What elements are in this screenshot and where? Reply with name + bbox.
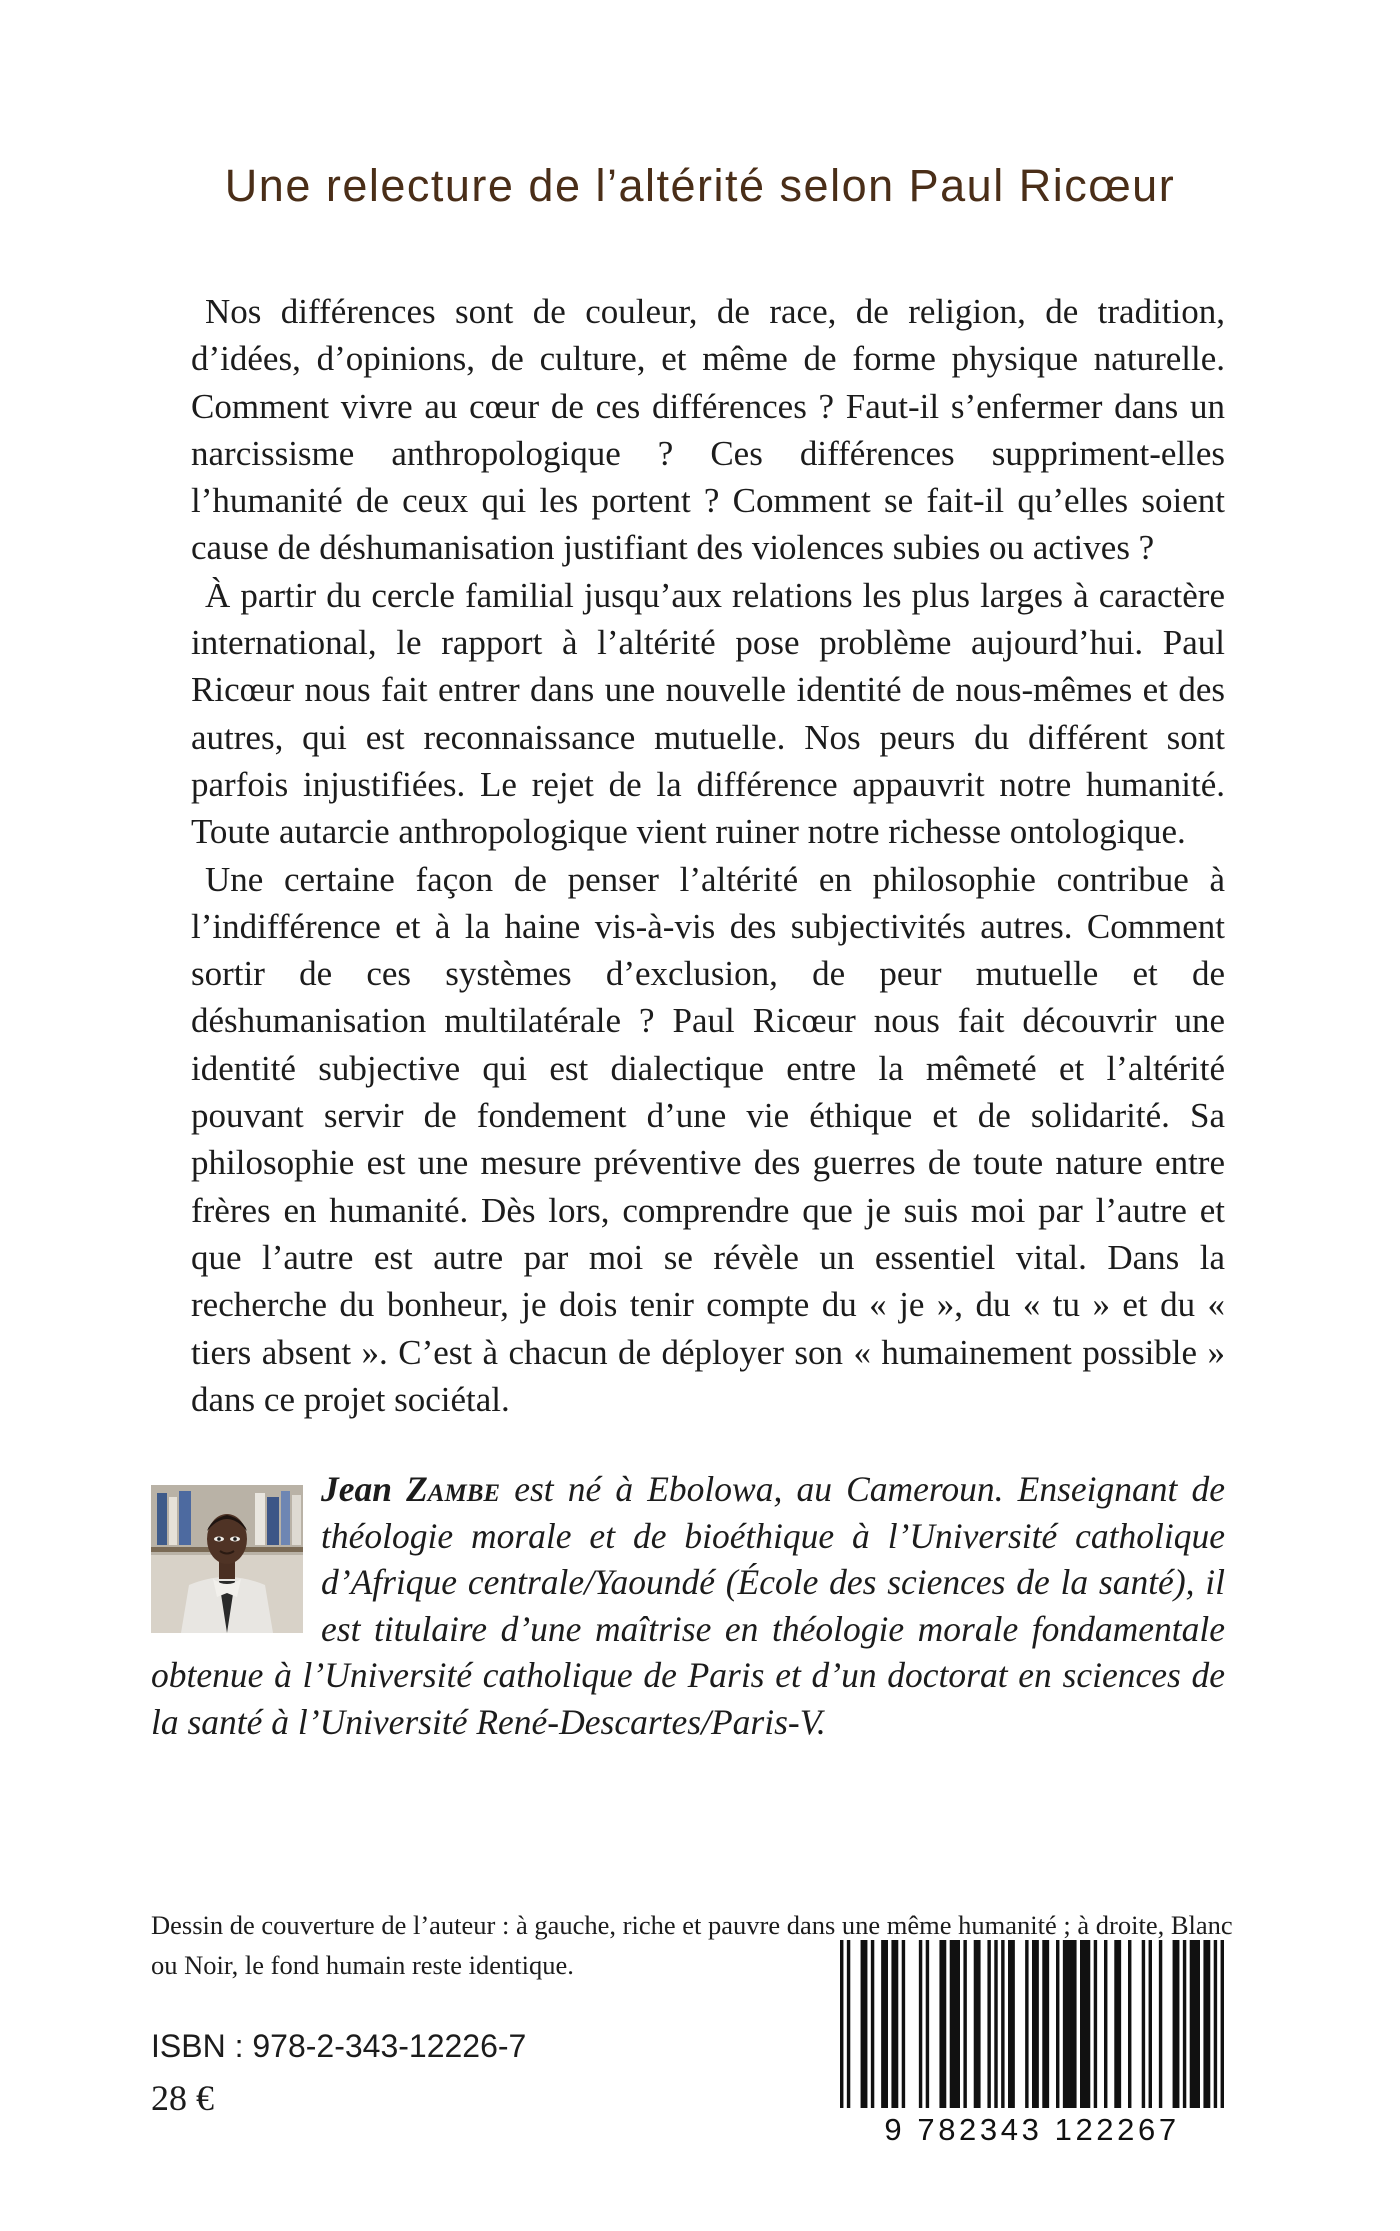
barcode-bar <box>861 1940 868 2108</box>
barcode-bar <box>1032 1940 1039 2108</box>
barcode-bar <box>902 1940 905 2108</box>
barcode-bar <box>1159 1940 1162 2108</box>
barcode-bar <box>1173 1940 1180 2108</box>
barcode-bar <box>891 1940 898 2108</box>
author-bio <box>151 1466 1225 1745</box>
price: 28 € <box>151 2078 214 2118</box>
barcode-bar <box>1149 1940 1152 2108</box>
barcode-bar <box>1203 1940 1210 2108</box>
author-bio-text: est né à Ebolowa, au Cameroun. Enseignant de théologie morale et de bioéthique à l’Université catholique d’Afrique centrale/Yaoundé (École des sciences de la santé), il est titulaire d’une maîtrise en théologie morale fondamentale obtenue à l’Université catholique de Paris et d’un doctorat en sciences de la santé à l’Université René-Descartes/Paris-V. <box>151 1469 1225 1742</box>
barcode-bar <box>1128 1940 1131 2108</box>
barcode-bar <box>1221 1940 1224 2108</box>
barcode-bar <box>1056 1940 1059 2108</box>
author-photo <box>151 1485 303 1633</box>
blurb-text <box>191 288 1225 1423</box>
blurb-paragraph-1: Nos différences sont de couleur, de race, de religion, de tradition, d’idées, d’opinions, de culture, et même de forme physique naturelle. Comment vivre au cœur de ces différences ? Faut-il s’enfermer dans un narcissisme anthropologique ? Ces différences suppriment-elles l’humanité de ceux qui les portent ? Comment se fait-il qu’elles soient cause de déshumanisation justifiant des violences subies ou actives ? <box>191 292 1225 568</box>
barcode-bar <box>847 1940 850 2108</box>
barcode-bar <box>963 1940 966 2108</box>
barcode-bar <box>926 1940 929 2108</box>
barcode-bar <box>987 1940 990 2108</box>
barcode-bar <box>1114 1940 1121 2108</box>
cover-caption: Dessin de couverture de l’auteur : à gauche, riche et pauvre dans une même humanité ; à droite, Blanc ou Noir, le fond humain reste identique. <box>151 1910 1233 1980</box>
barcode-bar <box>1042 1940 1049 2108</box>
barcode-bar <box>974 1940 981 2108</box>
author-first-name: Jean <box>321 1469 392 1509</box>
barcode-bar <box>1094 1940 1097 2108</box>
author-portrait-image <box>151 1485 303 1633</box>
barcode-bar <box>1080 1940 1090 2108</box>
barcode-bar <box>1008 1940 1015 2108</box>
barcode-icon <box>840 1940 1224 2120</box>
barcode-digits: 9 782343 122267 <box>884 2112 1180 2147</box>
barcode-bar <box>939 1940 946 2108</box>
barcode-bar <box>871 1940 874 2108</box>
barcode-bar <box>1104 1940 1107 2108</box>
barcode-bar <box>840 1940 843 2108</box>
barcode-bar <box>1063 1940 1077 2108</box>
barcode-bar <box>1025 1940 1028 2108</box>
book-title: Une relecture de l’altérité selon Paul Ricœur <box>224 160 1176 211</box>
barcode-bar <box>1190 1940 1200 2108</box>
barcode-bar <box>881 1940 888 2108</box>
barcode-bar <box>1001 1940 1004 2108</box>
barcode-bar <box>1183 1940 1186 2108</box>
isbn: ISBN : 978-2-343-12226-7 <box>151 2028 527 2064</box>
author-last-name: Zambe <box>406 1469 501 1509</box>
barcode-bar <box>994 1940 997 2108</box>
barcode-bar <box>919 1940 922 2108</box>
blurb-paragraph-3: Une certaine façon de penser l’altérité en philosophie contribue à l’indifférence et à la haine vis-à-vis des subjectivités autres. Comment sortir de ces systèmes d’exclusion, de peur mutuelle et de déshumanisation multilatérale ? Paul Ricœur nous fait découvrir une identité subjective qui est dialectique entre la mêmeté et l’altérité pouvant servir de fondement d’une vie éthique et de solidarité. Sa philosophie est une mesure préventive des guerres de toute nature entre frères en humanité. Dès lors, comprendre que je suis moi par l’autre et que l’autre est autre par moi se révèle un essentiel vital. Dans la recherche du bonheur, je dois tenir compte du « je », du « tu » et du « tiers absent ». C’est à chacun de déployer son « humainement possible » dans ce projet sociétal. <box>191 859 1225 1419</box>
barcode-bar <box>1142 1940 1145 2108</box>
blurb-paragraph-2: À partir du cercle familial jusqu’aux relations les plus larges à caractère international, le rapport à l’altérité pose problème aujourd’hui. Paul Ricœur nous fait entrer dans une nouvelle identité de nous-mêmes et des autres, qui est reconnaissance mutuelle. Nos peurs du différent sont parfois injustifiées. Le rejet de la différence appauvrit notre humanité. Toute autarcie anthropologique vient ruiner notre richesse ontologique. <box>191 575 1225 852</box>
barcode-bar <box>950 1940 960 2108</box>
barcode-bar <box>1214 1940 1217 2108</box>
